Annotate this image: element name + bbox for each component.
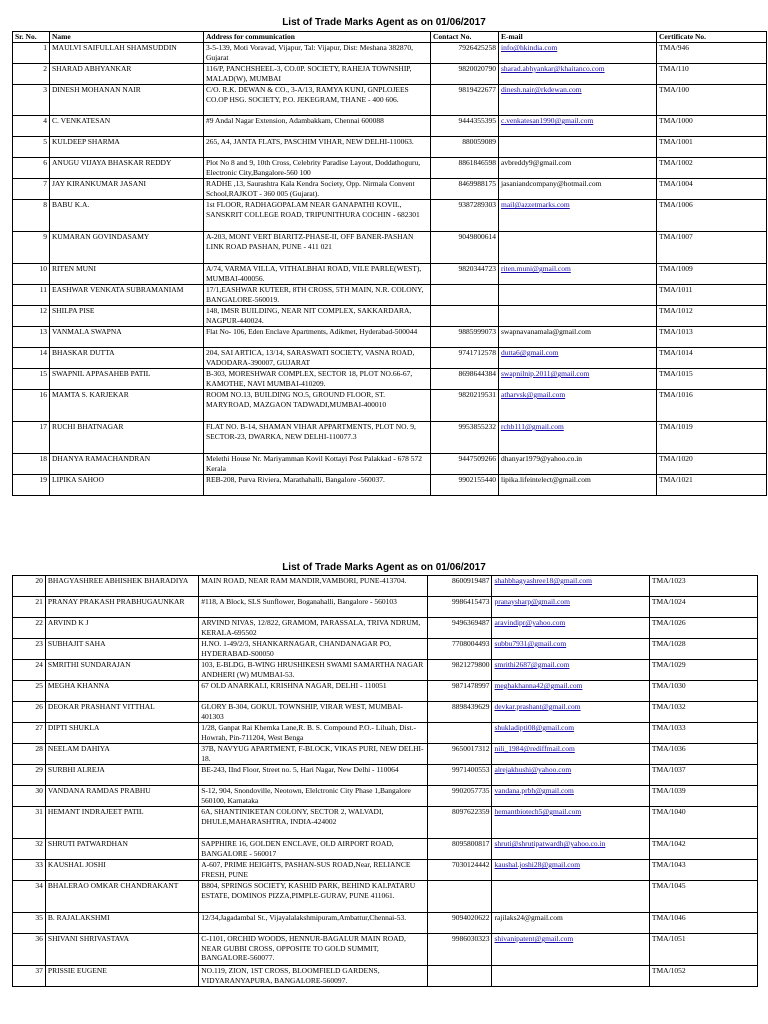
certificate-cell: TMA/1039 <box>649 786 757 807</box>
address-cell: FLAT NO. B-14, SHAMAN VIHAR APPARTMENTS, PLOT NO. 9, SECTOR-23, DWARKA, NEW DELHI-110077.3 <box>204 422 431 454</box>
table-row <box>13 576 758 597</box>
name-cell: BHALERAO OMKAR CHANDRAKANT <box>45 881 198 913</box>
address-cell: A-607, PRIME HEIGHTS, PASHAN-SUS ROAD,Near, RELIANCE FRESH, PUNE <box>199 860 427 881</box>
table-row <box>13 43 767 64</box>
name-cell: C. VENKATESAN <box>50 116 204 137</box>
name-cell: SURBHI ALREJA <box>45 765 198 786</box>
address-cell: 37B, NAVYUG APARTMENT, F-BLOCK, VIKAS PURI, NEW DELHI-18. <box>199 744 427 765</box>
table-row <box>13 475 767 496</box>
email-link[interactable]: swapnilnip.2011@gmail.com <box>501 369 590 378</box>
contact-cell: 9986415473 <box>427 597 492 618</box>
contact-cell: 8698644384 <box>431 369 499 390</box>
email-cell <box>492 786 649 807</box>
email-link[interactable]: c.venkatesan1990@gmail.com <box>501 116 594 125</box>
email-link[interactable]: meghakhanna42@gmail.com <box>494 681 583 690</box>
header-name: Name <box>50 32 204 43</box>
address-cell: B-303, MORESHWAR COMPLEX, SECTOR 18, PLOT NO.66-67, KAMOTHE, NAVI MUMBAI-410209. <box>204 369 431 390</box>
name-cell: MAMTA S. KARJEKAR <box>50 390 204 422</box>
contact-cell: 9387289303 <box>431 200 499 232</box>
sr-no-cell: 12 <box>13 306 50 327</box>
email-link[interactable]: shruti@shrutipatwardh@yahoo.co.in <box>494 839 606 848</box>
table-row <box>13 116 767 137</box>
name-cell: MAULVI SAIFULLAH SHAMSUDDIN <box>50 43 204 64</box>
address-cell: C-1101, ORCHID WOODS, HENNUR-BAGALUR MAIN ROAD, NEAR GUBBI CROSS, OPPOSITE TO GOLD SUMMIT, BANGALORE-560077. <box>199 934 427 966</box>
email-cell <box>499 264 657 285</box>
certificate-cell: TMA/1012 <box>657 306 767 327</box>
table-row <box>13 860 758 881</box>
table-row <box>13 85 767 116</box>
name-cell: SWAPNIL APPASAHEB PATIL <box>50 369 204 390</box>
contact-cell: 9444355395 <box>431 116 499 137</box>
certificate-cell: TMA/110 <box>657 64 767 85</box>
address-cell: A/74, VARMA VILLA, VITHALBHAI ROAD, VILE PARLE(WEST), MUMBAI-400056. <box>204 264 431 285</box>
name-cell: BHAGYASHREE ABHISHEK BHARADIYA <box>45 576 198 597</box>
certificate-cell: TMA/1015 <box>657 369 767 390</box>
table-row <box>13 390 767 422</box>
certificate-cell: TMA/1013 <box>657 327 767 348</box>
table-row <box>13 327 767 348</box>
email-link[interactable]: devkar.prashant@gmail.com <box>494 702 581 711</box>
name-cell: BABU K.A. <box>50 200 204 232</box>
contact-cell: 9821279800 <box>427 660 492 681</box>
certificate-cell: TMA/1032 <box>649 702 757 723</box>
address-cell: 12/34,Jagadambal St., Vijayalalakshmipuram,Ambattur,Chennai-53. <box>199 913 427 934</box>
table-row <box>13 597 758 618</box>
sr-no-cell: 6 <box>13 158 50 179</box>
certificate-cell: TMA/1014 <box>657 348 767 369</box>
certificate-cell: TMA/1052 <box>649 966 757 987</box>
address-cell: B804, SPRINGS SOCIETY, KASHID PARK, BEHIND KALPATARU ESTATE, DOMINOS PIZZA,PIMPLE-GURAV, PUNE 411061. <box>199 881 427 913</box>
certificate-cell: TMA/1037 <box>649 765 757 786</box>
contact-cell: 8097622359 <box>427 807 492 839</box>
email-cell <box>492 744 649 765</box>
email-link[interactable]: shivanipatent@gmail.com <box>494 934 574 943</box>
address-cell: RADHE ,13, Saurashtra Kala Kendra Society, Opp. Nirmala Convent School,RAJKOT - 360 005 (Gujarat). <box>204 179 431 200</box>
email-cell <box>492 702 649 723</box>
address-cell: Flat No- 106, Eden Enclave Apartments, Adikmet, Hyderabad-500044 <box>204 327 431 348</box>
email-link[interactable]: alrejakhushi@yahoo.com <box>494 765 572 774</box>
email-link[interactable]: vandana.prbh@gmail.com <box>494 786 574 795</box>
table-row <box>13 158 767 179</box>
certificate-cell: TMA/1028 <box>649 639 757 660</box>
table-row <box>13 306 767 327</box>
email-link[interactable]: aravindipr@yahoo.com <box>494 618 566 627</box>
contact-cell: 8469988175 <box>431 179 499 200</box>
contact-cell <box>427 723 492 744</box>
certificate-cell: TMA/100 <box>657 85 767 116</box>
address-cell: #9 Andal Nagar Extension, Adambakkam, Chennai 600088 <box>204 116 431 137</box>
sr-no-cell: 34 <box>13 881 46 913</box>
name-cell: LIPIKA SAHOO <box>50 475 204 496</box>
sr-no-cell: 35 <box>13 913 46 934</box>
table-row <box>13 660 758 681</box>
email-link[interactable]: smrithi2687@gmail.com <box>494 660 570 669</box>
sr-no-cell: 7 <box>13 179 50 200</box>
sr-no-cell: 3 <box>13 85 50 116</box>
table-row <box>13 839 758 860</box>
address-cell: 67 OLD ANARKALI, KRISHNA NAGAR, DELHI - 110051 <box>199 681 427 702</box>
address-cell: 265, A4, JANTA FLATS, PASCHIM VIHAR, NEW DELHI-110063. <box>204 137 431 158</box>
table-header-row <box>13 32 767 43</box>
sr-no-cell: 22 <box>13 618 46 639</box>
email-cell: lipika.lifeintelect@gmail.com <box>499 475 657 496</box>
table-row <box>13 454 767 475</box>
sr-no-cell: 5 <box>13 137 50 158</box>
contact-cell: 9447509266 <box>431 454 499 475</box>
email-cell <box>492 639 649 660</box>
email-cell <box>492 839 649 860</box>
address-cell: #118, A Block, SLS Sunflower, Boganahalli, Bangalore - 560103 <box>199 597 427 618</box>
address-cell: C/O. R.K. DEWAN & CO., 3-A/13, RAMYA KUNJ, GNPLOJEES CO.OP HSG. SOCIETY, P.O. JEKEGRAM, THANE - 400 606. <box>204 85 431 116</box>
contact-cell: 9741712578 <box>431 348 499 369</box>
contact-cell: 8898439629 <box>427 702 492 723</box>
certificate-cell: TMA/1001 <box>657 137 767 158</box>
name-cell: RITEN MUNI <box>50 264 204 285</box>
sr-no-cell: 16 <box>13 390 50 422</box>
address-cell: 17/1,EASHWAR KUTEER, 8TH CROSS, 5TH MAIN, N.R. COLONY, BANGALORE-560019. <box>204 285 431 306</box>
table-row <box>13 702 758 723</box>
contact-cell: 9820219531 <box>431 390 499 422</box>
email-cell: dhanyar1979@yahoo.co.in <box>499 454 657 475</box>
email-cell <box>499 285 657 306</box>
email-cell <box>499 116 657 137</box>
name-cell: PRANAY PRAKASH PRABHUGAUNKAR <box>45 597 198 618</box>
email-cell <box>499 64 657 85</box>
sr-no-cell: 20 <box>13 576 46 597</box>
name-cell: BHASKAR DUTTA <box>50 348 204 369</box>
sr-no-cell: 28 <box>13 744 46 765</box>
contact-cell: 9094020622 <box>427 913 492 934</box>
name-cell: SHILPA PISE <box>50 306 204 327</box>
sr-no-cell: 8 <box>13 200 50 232</box>
contact-cell: 9650017312 <box>427 744 492 765</box>
email-cell <box>492 934 649 966</box>
email-cell <box>492 660 649 681</box>
email-link[interactable]: shukladipti08@gmail.com <box>494 723 575 732</box>
address-cell: SAPPHIRE 16, GOLDEN ENCLAVE, OLD AIRPORT ROAD, BANGALORE - 560017 <box>199 839 427 860</box>
contact-cell: 9871478997 <box>427 681 492 702</box>
contact-cell <box>431 285 499 306</box>
email-cell <box>492 765 649 786</box>
sr-no-cell: 4 <box>13 116 50 137</box>
header-address: Address for communication <box>204 32 431 43</box>
contact-cell: 8861846598 <box>431 158 499 179</box>
sr-no-cell: 1 <box>13 43 50 64</box>
email-cell <box>499 200 657 232</box>
contact-cell: 9971400553 <box>427 765 492 786</box>
page-title-1: List of Trade Marks Agent as on 01/06/2017 <box>282 17 486 28</box>
sr-no-cell: 10 <box>13 264 50 285</box>
address-cell: 148, IMSR BUILDING, NEAR NIT COMPLEX, SAKKARDARA, NAGPUR-440024. <box>204 306 431 327</box>
address-cell: 116/P, PANCHSHEEL-3, CO.0P. SOCIETY, RAHEJA TOWNSHIP, MALAD(W), MUMBAI <box>204 64 431 85</box>
table-row <box>13 934 758 966</box>
certificate-cell: TMA/1029 <box>649 660 757 681</box>
sr-no-cell: 11 <box>13 285 50 306</box>
name-cell: KUMARAN GOVINDASAMY <box>50 232 204 264</box>
address-cell: ROOM NO.13, BUILDING NO.5, GROUND FLOOR, ST. MARYROAD, MAZGAON TADWADI,MUMBAI-400010 <box>204 390 431 422</box>
address-cell: BE-243, IInd Floor, Street no. 5, Hari Nagar, New Delhi - 110064 <box>199 765 427 786</box>
sr-no-cell: 14 <box>13 348 50 369</box>
email-cell <box>499 422 657 454</box>
certificate-cell: TMA/1033 <box>649 723 757 744</box>
sr-no-cell: 32 <box>13 839 46 860</box>
table-row <box>13 348 767 369</box>
contact-cell: 7030124442 <box>427 860 492 881</box>
sr-no-cell: 36 <box>13 934 46 966</box>
email-cell: avbreddy9@gmail.com <box>499 158 657 179</box>
agents-table-body-2 <box>13 576 758 987</box>
header-sr-no: Sr. No. <box>13 32 50 43</box>
email-cell <box>492 618 649 639</box>
certificate-cell: TMA/1036 <box>649 744 757 765</box>
certificate-cell: TMA/1046 <box>649 913 757 934</box>
table-row <box>13 232 767 264</box>
header-certificate: Certificate No. <box>657 32 767 43</box>
certificate-cell: TMA/1042 <box>649 839 757 860</box>
email-cell <box>492 723 649 744</box>
email-link[interactable]: riten.muni@gmail.com <box>501 264 571 273</box>
address-cell: ARVIND NIVAS, 12/822, GRAMOM, PARASSALA, TRIVA NDRUM, KERALA-695502 <box>199 618 427 639</box>
name-cell: JAY KIRANKUMAR JASANI <box>50 179 204 200</box>
sr-no-cell: 17 <box>13 422 50 454</box>
email-link[interactable]: pranaysharp@gmail.com <box>494 597 570 606</box>
address-cell: REB-208, Purva Riviera, Marathahalli, Bangalore -560037. <box>204 475 431 496</box>
address-cell: GLORY B-304, GOKUL TOWNSHIP, VIRAR WEST, MUMBAI-401303 <box>199 702 427 723</box>
address-cell: 3-5-139, Moti Voravad, Vijapur, Tal: Vijapur, Dist: Meshana 382870, Gujarat <box>204 43 431 64</box>
sr-no-cell: 2 <box>13 64 50 85</box>
certificate-cell: TMA/1021 <box>657 475 767 496</box>
email-cell: swapnavanamala@gmail.com <box>499 327 657 348</box>
name-cell: VANDANA RAMDAS PRABHU <box>45 786 198 807</box>
contact-cell: 8600919487 <box>427 576 492 597</box>
table-row <box>13 137 767 158</box>
table-row <box>13 765 758 786</box>
address-cell: Plot No 8 and 9, 10th Cross, Celebrity Paradise Layout, Doddathoguru, Electronic City,Bangalore-560 100 <box>204 158 431 179</box>
table-row <box>13 64 767 85</box>
sr-no-cell: 29 <box>13 765 46 786</box>
sr-no-cell: 18 <box>13 454 50 475</box>
sr-no-cell: 15 <box>13 369 50 390</box>
sr-no-cell: 21 <box>13 597 46 618</box>
contact-cell <box>431 306 499 327</box>
email-cell <box>499 85 657 116</box>
table-row <box>13 618 758 639</box>
name-cell: RUCHI BHATNAGAR <box>50 422 204 454</box>
contact-cell: 9902155440 <box>431 475 499 496</box>
certificate-cell: TMA/1020 <box>657 454 767 475</box>
email-link[interactable]: info@hkindia.com <box>501 43 558 52</box>
email-cell <box>492 597 649 618</box>
contact-cell: 9885999073 <box>431 327 499 348</box>
certificate-cell: TMA/1045 <box>649 881 757 913</box>
sr-no-cell: 30 <box>13 786 46 807</box>
contact-cell: 9902057735 <box>427 786 492 807</box>
table-row <box>13 422 767 454</box>
certificate-cell: TMA/1016 <box>657 390 767 422</box>
table-row <box>13 966 758 987</box>
address-cell: 6A, SHANTINIKETAN COLONY, SECTOR 2, WALVADI, DHULE,MAHARASHTRA, INDIA-424002 <box>199 807 427 839</box>
name-cell: SUBHAJIT SAHA <box>45 639 198 660</box>
email-cell <box>492 807 649 839</box>
table-row <box>13 639 758 660</box>
table-row <box>13 285 767 306</box>
email-link[interactable]: subbu7931@gmail.com <box>494 639 567 648</box>
address-cell: Melethi House Nr. Mariyamman Kovil Kottayi Post Palakkad - 678 572 Kerala <box>204 454 431 475</box>
address-cell: 1st FLOOR, RADHAGOPALAM NEAR GANAPATHI KOVIL, SANSKRIT COLLEGE ROAD, TRIPUNITHURA COCHIN - 682301 <box>204 200 431 232</box>
certificate-cell: TMA/946 <box>657 43 767 64</box>
sr-no-cell: 13 <box>13 327 50 348</box>
sr-no-cell: 24 <box>13 660 46 681</box>
email-cell <box>492 881 649 913</box>
certificate-cell: TMA/1002 <box>657 158 767 179</box>
name-cell: SMRITHI SUNDARAJAN <box>45 660 198 681</box>
table-row <box>13 681 758 702</box>
name-cell: KULDEEP SHARMA <box>50 137 204 158</box>
contact-cell <box>427 881 492 913</box>
sr-no-cell: 26 <box>13 702 46 723</box>
certificate-cell: TMA/1000 <box>657 116 767 137</box>
address-cell: MAIN ROAD, NEAR RAM MANDIR,VAMBORI, PUNE-413704. <box>199 576 427 597</box>
table-row <box>13 807 758 839</box>
contact-cell: 9953855232 <box>431 422 499 454</box>
certificate-cell: TMA/1019 <box>657 422 767 454</box>
name-cell: PRISSIE EUGENE <box>45 966 198 987</box>
email-link[interactable]: hemantbiotech5@gmail.com <box>494 807 582 816</box>
email-cell <box>499 390 657 422</box>
sr-no-cell: 9 <box>13 232 50 264</box>
table-row <box>13 200 767 232</box>
email-cell <box>492 681 649 702</box>
contact-cell: 7708004493 <box>427 639 492 660</box>
certificate-cell: TMA/1009 <box>657 264 767 285</box>
agents-table-body-1 <box>13 43 767 496</box>
name-cell: SHARAD ABHYANKAR <box>50 64 204 85</box>
address-cell: H.NO. 1-49/2/3, SHANKARNAGAR, CHANDANAGAR PO, HYDERABAD-S00050 <box>199 639 427 660</box>
name-cell: SHRUTI PATWARDHAN <box>45 839 198 860</box>
name-cell: VANMALA SWAPNA <box>50 327 204 348</box>
sr-no-cell: 19 <box>13 475 50 496</box>
name-cell: B. RAJALAKSHMI <box>45 913 198 934</box>
name-cell: EASHWAR VENKATA SUBRAMANIAM <box>50 285 204 306</box>
email-cell <box>499 348 657 369</box>
email-cell <box>492 576 649 597</box>
name-cell: HEMANT INDRAJEET PATIL <box>45 807 198 839</box>
email-link[interactable]: rchb111@gmail.com <box>501 422 564 431</box>
contact-cell: 9820344723 <box>431 264 499 285</box>
contact-cell: 9049800614 <box>431 232 499 264</box>
contact-cell: 9819422677 <box>431 85 499 116</box>
contact-cell: 8095800817 <box>427 839 492 860</box>
name-cell: DEOKAR PRASHANT VITTHAL <box>45 702 198 723</box>
certificate-cell: TMA/1024 <box>649 597 757 618</box>
email-cell <box>499 43 657 64</box>
certificate-cell: TMA/1011 <box>657 285 767 306</box>
contact-cell: 9496369487 <box>427 618 492 639</box>
sr-no-cell: 33 <box>13 860 46 881</box>
certificate-cell: TMA/1023 <box>649 576 757 597</box>
header-email: E-mail <box>499 32 657 43</box>
sr-no-cell: 27 <box>13 723 46 744</box>
address-cell: NO.119, ZION, 1ST CROSS, BLOOMFIELD GARDENS, VIDYARANYAPURA, BANGALORE-560097. <box>199 966 427 987</box>
table-row <box>13 881 758 913</box>
address-cell: 103, E-BLDG, B-WING HRUSHIKESH SWAMI SAMARTHA NAGAR ANDHERI (W) MUMBAI-53. <box>199 660 427 681</box>
email-cell <box>499 369 657 390</box>
email-cell <box>499 232 657 264</box>
email-cell <box>492 860 649 881</box>
email-cell <box>499 137 657 158</box>
sr-no-cell: 25 <box>13 681 46 702</box>
sr-no-cell: 31 <box>13 807 46 839</box>
name-cell: DIPTI SHUKLA <box>45 723 198 744</box>
name-cell: ANUGU VIJAYA BHASKAR REDDY <box>50 158 204 179</box>
contact-cell <box>427 966 492 987</box>
email-cell <box>492 966 649 987</box>
address-cell: 1/28, Ganpat Rai Khemka Lane,R. B. S. Compound P.O.- Liluah, Dist.-Howrah, Pin-711204, West Benga <box>199 723 427 744</box>
certificate-cell: TMA/1040 <box>649 807 757 839</box>
agents-table-2 <box>12 575 758 987</box>
address-cell: 204, SAI ARTICA, 13/14, SARASWATI SOCIETY, VASNA ROAD, VADODARA-390007, GUJARAT <box>204 348 431 369</box>
email-link[interactable]: shahbhagyashree18@gmail.com <box>494 576 592 585</box>
page-title-2: List of Trade Marks Agent as on 01/06/2017 <box>282 562 486 573</box>
email-link[interactable]: dutta6@gmail.com <box>501 348 559 357</box>
table-row <box>13 264 767 285</box>
email-link[interactable]: kaushal.joshi28@gmail.com <box>494 860 581 869</box>
table-row <box>13 786 758 807</box>
certificate-cell: TMA/1006 <box>657 200 767 232</box>
sr-no-cell: 23 <box>13 639 46 660</box>
name-cell: SHIVANI SHRIVASTAVA <box>45 934 198 966</box>
certificate-cell: TMA/1026 <box>649 618 757 639</box>
agents-table-1 <box>12 31 767 496</box>
contact-cell: 9820020790 <box>431 64 499 85</box>
name-cell: DINESH MOHANAN NAIR <box>50 85 204 116</box>
table-row <box>13 744 758 765</box>
email-link[interactable]: mail@azzetmarks.com <box>501 200 570 209</box>
address-cell: S-12, 904, Snondoville, Neotown, Elelctronic City Phase 1,Bangalore 560100, Karnataka <box>199 786 427 807</box>
name-cell: KAUSHAL JOSHI <box>45 860 198 881</box>
certificate-cell: TMA/1004 <box>657 179 767 200</box>
name-cell: DHANYA RAMACHANDRAN <box>50 454 204 475</box>
name-cell: MEGHA KHANNA <box>45 681 198 702</box>
email-cell: jasaniandcompany@hotmail.com <box>499 179 657 200</box>
contact-cell: 7926425258 <box>431 43 499 64</box>
table-row <box>13 179 767 200</box>
contact-cell: 9986030323 <box>427 934 492 966</box>
certificate-cell: TMA/1051 <box>649 934 757 966</box>
email-cell: rajilaks24@gmail.com <box>492 913 649 934</box>
email-link[interactable]: nili_1984@rediffmail.com <box>494 744 575 753</box>
table-row <box>13 913 758 934</box>
header-contact: Contact No. <box>431 32 499 43</box>
table-row <box>13 723 758 744</box>
email-link[interactable]: dinesh.nair@rkdewan.com <box>501 85 582 94</box>
certificate-cell: TMA/1043 <box>649 860 757 881</box>
contact-cell: 880059089 <box>431 137 499 158</box>
certificate-cell: TMA/1007 <box>657 232 767 264</box>
email-link[interactable]: sharad.abhyankar@khaitanco.com <box>501 64 605 73</box>
name-cell: ARVIND K J <box>45 618 198 639</box>
name-cell: NEELAM DAHIYA <box>45 744 198 765</box>
address-cell: A-203, MONT VERT BIARITZ-PHASE-II, OFF BANER-PASHAN LINK ROAD PASHAN, PUNE - 411 021 <box>204 232 431 264</box>
table-row <box>13 369 767 390</box>
certificate-cell: TMA/1030 <box>649 681 757 702</box>
sr-no-cell: 37 <box>13 966 46 987</box>
email-cell <box>499 306 657 327</box>
email-link[interactable]: atharvsk@gmail.com <box>501 390 566 399</box>
